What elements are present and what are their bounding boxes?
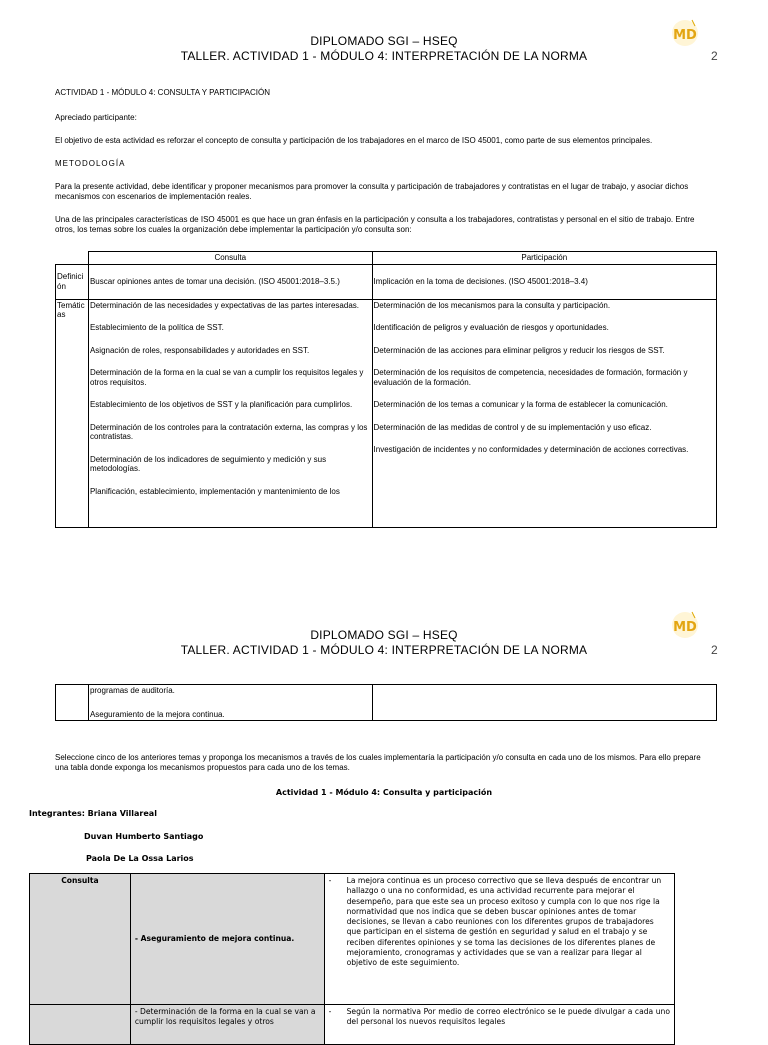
list-item: programas de auditoría.	[89, 686, 175, 695]
member-name: Duvan Humberto Santiago	[84, 832, 204, 841]
method-heading: METODOLOGÍA	[55, 159, 126, 168]
list-item: Aseguramiento de la mejora continua.	[89, 709, 225, 719]
list-item: Determinación de las acciones para eliminar peligros y reducir los riesgos de SST.	[373, 345, 665, 355]
list-item: Determinación de los requisitos de competencia, necesidades de formación, formación y evaluación de la formación.	[373, 368, 688, 387]
answer-title: Actividad 1 - Módulo 4: Consulta y participación	[275, 788, 493, 797]
list-item: Determinación de los mecanismos para la consulta y participación.	[373, 300, 611, 310]
participacion-topics	[372, 299, 716, 527]
consulta-topics	[88, 299, 372, 527]
list-item: Investigación de incidentes y no conformidades y determinación de acciones correctivas.	[373, 445, 689, 454]
mechanism-mejora-continua: - La mejora continua es un proceso correctivo que se lleva después de encontrar un hallazgo o una no conformidad, es una actividad recurrente para mejorar el desempeño, para que este sea un proceso exitoso y cumpla con lo que nos rige la normatividad que nos indica que se deben buscar opiniones antes de tomar decisiones, se llevan a cabo reuniones con los diferentes grupos de trabajadores que participan en el sistema de gestión en seguridad y salud en el trabajo y se reciben diferentes opiniones y se toma las decisiones de los diferentes planes de mejoramiento, cronogramas y actividades que se van a realizar para llegar al objetivo de este seguimiento.	[324, 874, 674, 1005]
definicion-participacion: Implicación en la toma de decisiones. (ISO 45001:2018–3.4)	[372, 264, 716, 299]
list-item: Identificación de peligros y evaluación de riesgos y oportunidades.	[373, 323, 609, 332]
mechanism-text: La mejora continua es un proceso correctivo que se lleva después de encontrar un hallazgo o una no conformidad, es una actividad recurrente para mejorar el desempeño, para que este sea un proceso exitoso y cumpla con lo que nos rige la normatividad que nos indica que se deben buscar opiniones antes de tomar decisiones, se llevan a cabo reuniones con los diferentes grupos de trabajadores que participan en el sistema de gestión en seguridad y salud en el trabajo y se reciben diferentes opiniones y se toma las decisiones de los diferentes planes de mejoramiento, cronogramas y actividades que se van a realizar para llegar al objetivo de este seguimiento.	[346, 876, 662, 968]
mechanism-requisitos-legales: - Según la normativa Por medio de correo electrónico se le puede divulgar a cada uno del personal los nuevos requisitos legales	[324, 1005, 674, 1045]
topics-table	[55, 251, 717, 528]
col-consulta-header: Consulta	[88, 252, 372, 265]
list-item: Determinación de las necesidades y expectativas de las partes interesadas.	[89, 300, 359, 310]
page2-header-line2: TALLER. ACTIVIDAD 1 - MÓDULO 4: INTERPRETACIÓN DE LA NORMA	[180, 643, 588, 657]
definicion-consulta: Buscar opiniones antes de tomar una decisión. (ISO 45001:2018–3.5.)	[88, 264, 372, 299]
activity-title: ACTIVIDAD 1 - MÓDULO 4: CONSULTA Y PARTICIPACIÓN	[55, 88, 271, 97]
list-item: Determinación de los indicadores de seguimiento y medición y sus metodologías.	[89, 454, 327, 473]
list-item: Establecimiento de los objetivos de SST y la planificación para cumplirlos.	[89, 400, 353, 409]
col-participacion-header: Participación	[372, 252, 716, 265]
members-label: Integrantes: Briana Villareal	[29, 809, 157, 818]
topics-table-continued	[55, 684, 717, 721]
list-item: Determinación de los controles para la contratación externa, las compras y los contratistas.	[89, 422, 368, 441]
intro-text: Una de las principales características de ISO 45001 es que hace un gran énfasis en la participación y consulta a los trabajadores, contratistas y personal en el sitio de trabajo. Entre otros, los temas sobre los cuales la organización debe implementar la participación y/o consulta son:	[55, 215, 695, 234]
objective-text: El objetivo de esta actividad es reforzar el concepto de consulta y participación de los trabajadores en el marco de ISO 45001, como parte de sus elementos principales.	[55, 136, 653, 145]
svg-text:MD: MD	[673, 28, 697, 43]
topic-requisitos-legales: - Determinación de la forma en la cual se van a cumplir los requisitos legales y otros	[130, 1005, 324, 1045]
member-name: Paola De La Ossa Larios	[86, 854, 194, 863]
instruction-text: Seleccione cinco de los anteriores temas y proponga los mecanismos a través de los cuales implementaría la participación y/o consulta en cada uno de los mismos. Para ello prepare una tabla donde exponga los mecanismos propuestos para cada uno de los temas.	[55, 753, 701, 772]
svg-text:MD: MD	[673, 620, 697, 635]
page2-page-mark: 2	[711, 643, 718, 657]
list-item: Asignación de roles, responsabilidades y autoridades en SST.	[89, 345, 310, 355]
md-logo-icon	[670, 18, 700, 48]
page1-header-line2: TALLER. ACTIVIDAD 1 - MÓDULO 4: INTERPRETACIÓN DE LA NORMA	[180, 49, 588, 63]
page1-page-mark: 2	[711, 49, 718, 63]
continued-topics	[88, 685, 372, 721]
row-definicion-label: Definición	[56, 264, 89, 299]
mechanism-text: Según la normativa Por medio de correo electrónico se le puede divulgar a cada uno del personal los nuevos requisitos legales	[346, 1007, 670, 1027]
topic-mejora-continua: - Aseguramiento de mejora continua.	[130, 874, 324, 1005]
md-logo-icon	[670, 610, 700, 640]
list-item: Planificación, establecimiento, implementación y mantenimiento de los	[89, 486, 340, 496]
row-tematicas-label: Temáticas	[56, 299, 89, 527]
page1-header-line1: DIPLOMADO SGI – HSEQ	[310, 34, 458, 48]
list-item: Determinación de la forma en la cual se van a cumplir los requisitos legales y otros requisitos.	[89, 368, 364, 387]
method-text: Para la presente actividad, debe identificar y proponer mecanismos para promover la consulta y participación de trabajadores y contratistas en el lugar de trabajo, y asociar dichos mecanismos con escenarios de implementación reales.	[55, 182, 689, 201]
page2-header-line1: DIPLOMADO SGI – HSEQ	[310, 628, 458, 642]
list-item: Determinación de los temas a comunicar y la forma de establecer la comunicación.	[373, 400, 668, 409]
list-item: Establecimiento de la política de SST.	[89, 323, 224, 332]
greeting: Apreciado participante:	[55, 113, 137, 122]
consulta-column-header: Consulta	[30, 874, 131, 1005]
answer-table	[29, 873, 675, 1045]
list-item: Determinación de las medidas de control y de su implementación y uso eficaz.	[373, 422, 652, 432]
